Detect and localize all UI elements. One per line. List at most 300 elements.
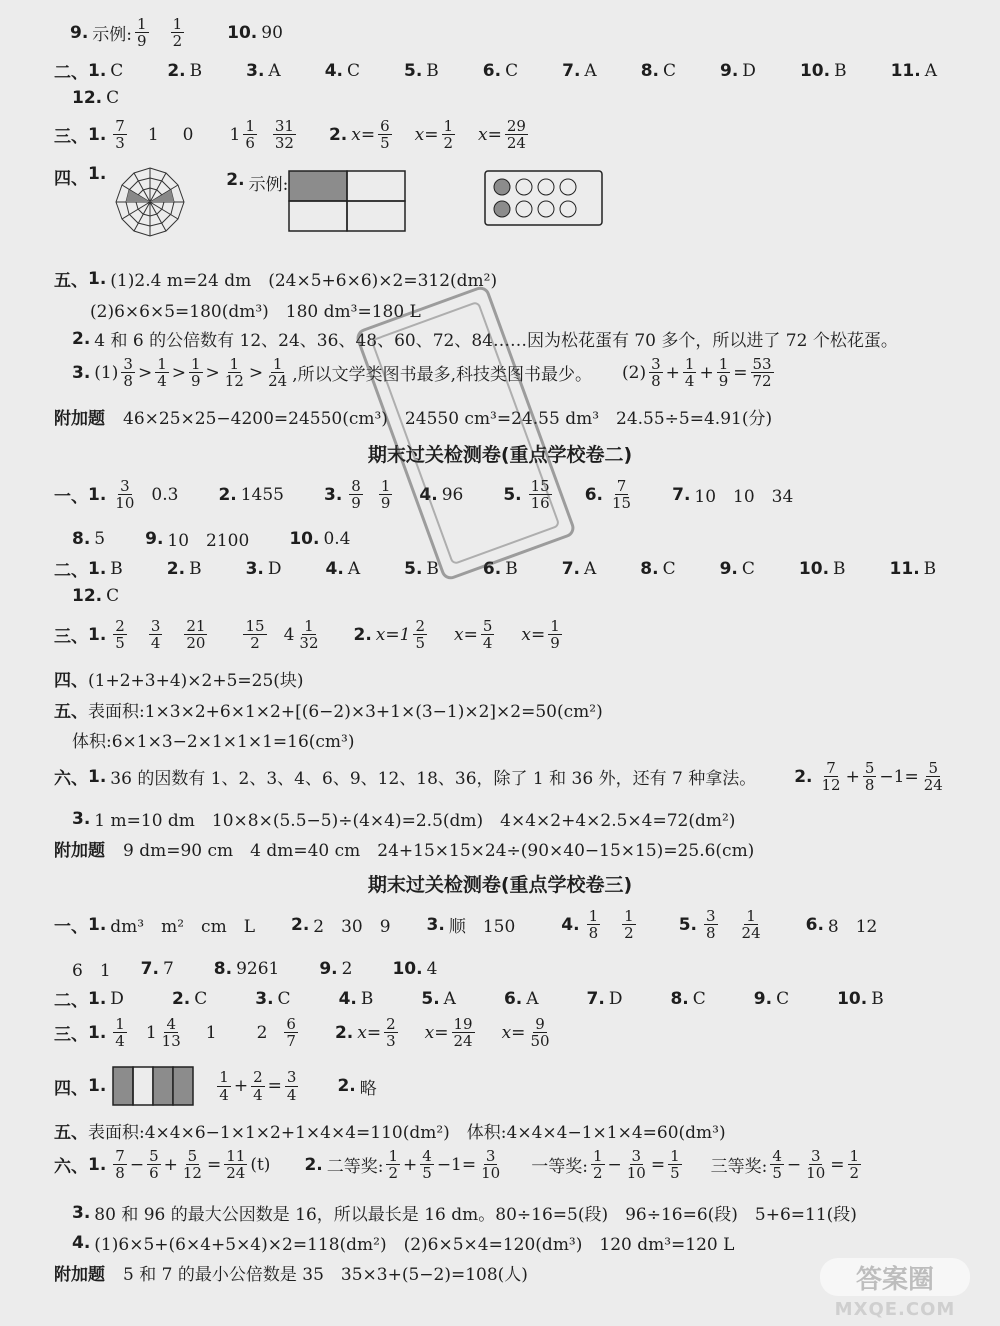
q-number: 3. <box>255 988 274 1009</box>
answer: B <box>871 988 884 1009</box>
q-number: 3. <box>72 362 91 383</box>
text: = <box>650 1154 666 1175</box>
section-label: 五、 <box>54 702 88 722</box>
answer: 90 <box>261 22 283 43</box>
q-number: 6. <box>584 484 604 505</box>
fraction: $\frac{3}{8}$ <box>651 355 661 391</box>
fraction: $\frac{1}{6}$ <box>245 117 255 153</box>
fraction: $\frac{1}{8}$ <box>588 907 599 943</box>
answer: A <box>924 60 937 81</box>
answer: B <box>426 60 439 81</box>
text: 一等奖: <box>531 1157 588 1178</box>
q-number: 1. <box>88 988 107 1009</box>
answer: D <box>742 60 756 81</box>
q-number: 1. <box>88 1022 107 1043</box>
q-number: 2. <box>166 558 186 579</box>
answer-item <box>167 61 202 81</box>
choice-row <box>72 586 1000 606</box>
fraction: $\frac{1}{4}$ <box>115 1015 125 1051</box>
answer-item <box>339 989 374 1009</box>
answer: C <box>776 988 790 1009</box>
answer-item <box>72 526 105 551</box>
answer-item <box>214 959 280 979</box>
fraction: $\frac{1}{9}$ <box>137 15 147 51</box>
fraction: $\frac{1}{9}$ <box>380 477 391 513</box>
answer: C <box>505 60 519 81</box>
fraction: $\frac{1}{2}$ <box>592 1147 603 1183</box>
q-number: 5. <box>678 914 697 935</box>
bonus-row <box>54 836 1000 861</box>
q-number: 10. <box>227 22 258 43</box>
q-number: 10. <box>799 60 831 81</box>
q-number: 5. <box>503 484 522 505</box>
calc-row <box>54 118 1000 151</box>
answer: A <box>526 988 539 1009</box>
answer: dm³ m² cm L <box>110 917 255 938</box>
q-number: 2. <box>226 170 245 190</box>
answer-item <box>404 61 439 81</box>
answer-item <box>799 559 846 579</box>
text-row <box>54 697 1000 722</box>
row-9-10 <box>70 16 1000 49</box>
text-row <box>90 297 1000 322</box>
answer-item <box>641 61 676 81</box>
fraction: $\frac{15}{2}$ <box>245 617 265 653</box>
q-number: 7. <box>562 60 581 81</box>
answer-item <box>720 61 756 81</box>
fraction: $\frac{19}{24}$ <box>453 1015 473 1051</box>
fraction: $\frac{29}{24}$ <box>506 117 526 153</box>
answer: 8 12 <box>827 917 878 938</box>
answer-item <box>483 61 518 81</box>
q-number: 8. <box>640 558 659 579</box>
q-number: 12. <box>72 88 103 108</box>
answer-item <box>172 989 207 1009</box>
text: x= <box>521 624 546 645</box>
fraction: $\frac{3}{4}$ <box>150 617 161 653</box>
text: x= <box>351 124 376 145</box>
answer-item <box>720 559 755 579</box>
answer: A <box>584 60 597 81</box>
text: x= <box>454 624 478 645</box>
text: + <box>845 766 860 787</box>
q-number: 6. <box>482 60 502 81</box>
answer: 1 <box>205 1022 217 1043</box>
q-number: 8. <box>640 60 659 81</box>
answer: 1455 <box>240 484 284 505</box>
answer-item <box>562 559 597 579</box>
answer: C <box>741 558 755 579</box>
section-label: 四、 <box>54 169 88 189</box>
answer: C <box>662 60 676 81</box>
text: (1) <box>94 362 119 383</box>
q-number: 4. <box>561 914 580 935</box>
figure-row <box>54 164 1000 238</box>
fraction: $\frac{3}{8}$ <box>123 355 133 391</box>
answer: D <box>110 988 124 1009</box>
answer-item <box>587 989 623 1009</box>
section-label: 六、 <box>54 769 88 790</box>
q-number: 2. <box>290 914 310 935</box>
fraction: $\frac{3}{10}$ <box>115 477 135 513</box>
answer: 1 <box>229 124 241 145</box>
text: = <box>206 1154 222 1175</box>
q-number: 1. <box>88 484 107 505</box>
section-label: 附加题 <box>54 409 105 429</box>
text: > <box>171 362 186 383</box>
answer: 7 <box>162 958 174 979</box>
section-label: 一、 <box>54 917 88 938</box>
q-number: 2. <box>218 484 237 505</box>
answer-item <box>891 61 937 81</box>
q-number: 7. <box>672 484 691 505</box>
text: + <box>665 362 680 383</box>
q-number: 4. <box>324 60 343 81</box>
answer: B <box>189 558 202 579</box>
text: = <box>733 362 748 383</box>
text: (t) <box>250 1154 271 1175</box>
fraction: $\frac{7}{8}$ <box>115 1147 125 1183</box>
answer-item <box>289 526 350 551</box>
fraction: $\frac{6}{5}$ <box>380 117 390 153</box>
fraction: $\frac{4}{5}$ <box>772 1147 782 1183</box>
section-label: 三、 <box>54 127 88 148</box>
q-number: 3. <box>72 1202 91 1223</box>
fraction: $\frac{2}{3}$ <box>386 1015 396 1051</box>
text: 二等奖: <box>326 1157 384 1178</box>
q-number: 4. <box>72 1232 91 1253</box>
q-number: 1. <box>88 914 107 935</box>
q-number: 2. <box>328 124 348 145</box>
q-number: 1. <box>88 164 107 184</box>
answer-item <box>167 559 202 579</box>
answer: A <box>584 558 597 579</box>
answer: A <box>347 558 361 579</box>
fraction: $\frac{1}{2}$ <box>388 1147 399 1183</box>
watermark <box>800 1258 990 1320</box>
answer: ,所以文学类图书最多,科技类图书最少。 <box>292 365 593 386</box>
answer: A <box>443 988 456 1009</box>
q-number: 1. <box>88 268 107 289</box>
q-number: 7. <box>140 958 159 979</box>
q-number: 1. <box>88 766 107 787</box>
q-number: 12. <box>72 586 103 606</box>
fraction: $\frac{15}{16}$ <box>530 477 550 513</box>
fraction: $\frac{6}{7}$ <box>286 1015 296 1051</box>
fraction: $\frac{5}{6}$ <box>149 1147 159 1183</box>
fraction: $\frac{7}{3}$ <box>115 117 125 153</box>
text: x= <box>501 1022 526 1043</box>
fraction: $\frac{3}{10}$ <box>481 1147 501 1183</box>
q-number: 1. <box>88 60 107 81</box>
fraction: $\frac{1}{9}$ <box>550 617 560 653</box>
choice-row <box>72 88 1000 108</box>
q-number: 3. <box>426 914 445 935</box>
section-label: 三、 <box>54 1025 88 1046</box>
answer-item <box>72 586 119 606</box>
answer-item <box>325 61 360 81</box>
text: = <box>830 1154 845 1175</box>
fraction: $\frac{5}{24}$ <box>923 759 943 795</box>
calc-row <box>54 1148 1000 1181</box>
fraction: $\frac{1}{2}$ <box>624 907 634 943</box>
answer: 80 和 96 的最大公因数是 16，所以最长是 16 dm。80÷16=5(段) 96÷16=6(段) 5+6=11(段) <box>94 1205 857 1225</box>
answer-item <box>319 959 352 979</box>
text: x= <box>357 1022 382 1043</box>
answer: 10 10 34 <box>694 487 794 508</box>
answer: 96 <box>441 484 464 505</box>
fraction: $\frac{21}{20}$ <box>186 617 206 653</box>
answer-item <box>837 989 884 1009</box>
q-number: 5. <box>421 988 440 1009</box>
answer-item <box>88 559 123 579</box>
answer-item <box>670 989 705 1009</box>
answer: 0 <box>182 124 194 145</box>
text: + <box>699 362 714 383</box>
fraction: $\frac{7}{15}$ <box>612 477 632 513</box>
text: > <box>205 362 220 383</box>
section-label: 三、 <box>54 627 88 648</box>
text: > <box>248 362 264 383</box>
q-number: 1. <box>88 1076 107 1096</box>
answer-item <box>145 526 249 551</box>
text: + <box>163 1154 178 1175</box>
answer: 1 <box>147 124 159 145</box>
answer: 6 1 <box>72 961 111 981</box>
fraction: $\frac{1}{12}$ <box>224 355 244 391</box>
text-row <box>54 760 1000 793</box>
q-number: 1. <box>88 558 107 579</box>
answer-item <box>88 61 123 81</box>
answer-item <box>562 61 597 81</box>
answer: C <box>662 558 676 579</box>
answer: (1)6×5+(6×4+5×4)×2=118(dm²) (2)6×5×4=120(dm³) 120 dm³=120 L <box>94 1235 735 1255</box>
text: > <box>137 362 153 383</box>
q-number: 10. <box>837 988 868 1009</box>
q-number: 11. <box>889 558 920 579</box>
q-number: 7. <box>561 558 580 579</box>
text: x=1 <box>375 624 411 645</box>
text: −1= <box>879 766 919 787</box>
fraction: $\frac{31}{32}$ <box>274 117 294 153</box>
fraction: $\frac{5}{12}$ <box>182 1147 202 1183</box>
text: + <box>233 1076 249 1096</box>
answer: 36 的因数有 1、2、3、4、6、9、12、18、36，除了 1 和 36 外，还有 7 种拿法。 <box>110 769 757 790</box>
fraction: $\frac{11}{24}$ <box>226 1147 246 1183</box>
calc-row <box>54 618 1000 651</box>
answer: 2 30 9 <box>313 917 391 938</box>
choice-row <box>54 986 1000 1011</box>
q-number: 3. <box>324 484 343 505</box>
fill-row <box>72 956 1000 981</box>
answer: 5 <box>94 528 106 549</box>
answer: 表面积:4×4×6−1×1×2+1×4×4=110(dm²) 体积:4×4×4−1×1×4=60(dm³) <box>88 1123 726 1143</box>
watermark-site: MXQE.COM <box>834 1299 956 1320</box>
answer-item <box>246 559 282 579</box>
answer: B <box>189 60 203 81</box>
q-number: 9. <box>70 22 89 43</box>
q-number: 11. <box>890 60 921 81</box>
answer-item <box>392 959 437 979</box>
answer-item <box>141 959 174 979</box>
answer: D <box>608 988 623 1009</box>
fraction: $\frac{9}{50}$ <box>530 1015 550 1051</box>
answer: B <box>360 988 374 1009</box>
answer: 4 <box>426 958 438 979</box>
fraction: $\frac{1}{4}$ <box>219 1068 229 1104</box>
text: x= <box>414 124 439 145</box>
q-number: 2. <box>334 1022 354 1043</box>
answer: C <box>346 60 360 81</box>
calc-row <box>54 1016 1000 1049</box>
compare-row <box>72 356 1000 389</box>
answer: 10 2100 <box>167 531 250 551</box>
text-row <box>72 1230 1000 1255</box>
text-row <box>72 1200 1000 1225</box>
fraction: $\frac{53}{72}$ <box>752 355 772 391</box>
q-number: 2. <box>167 60 186 81</box>
answer: 0.4 <box>323 528 351 549</box>
text: (2) <box>622 362 647 383</box>
q-number: 6. <box>482 558 502 579</box>
section-label: 二、 <box>54 63 88 83</box>
answer: 9 dm=90 cm 4 dm=40 cm 24+15×15×24÷(90×40−15×15)=25.6(cm) <box>123 841 755 861</box>
answer: 顺 150 <box>448 917 516 938</box>
fraction: $\frac{7}{12}$ <box>821 759 841 795</box>
answer-item <box>421 989 456 1009</box>
fraction: $\frac{3}{4}$ <box>286 1068 297 1104</box>
figure-row <box>54 1066 1000 1106</box>
q-number: 9. <box>753 988 773 1009</box>
answer-item <box>255 989 290 1009</box>
text: − <box>786 1154 802 1175</box>
answer: A <box>268 60 281 81</box>
q-number: 6. <box>805 914 824 935</box>
q-number: 3. <box>72 808 91 829</box>
section-label: 四、 <box>54 671 88 691</box>
text: −1= <box>436 1154 477 1175</box>
fraction: $\frac{1}{24}$ <box>268 355 288 391</box>
q-number: 2. <box>171 988 191 1009</box>
answer: C <box>692 988 706 1009</box>
answer: B <box>505 558 518 579</box>
answer: C <box>106 88 120 108</box>
fraction: $\frac{5}{8}$ <box>864 759 875 795</box>
text-row <box>72 806 1000 831</box>
text: − <box>129 1154 145 1175</box>
q-number: 8. <box>213 958 233 979</box>
fraction: $\frac{2}{4}$ <box>253 1068 263 1104</box>
text-row <box>54 1118 1000 1143</box>
q-number: 4. <box>325 558 344 579</box>
answer: C <box>194 988 208 1009</box>
answer-item <box>326 559 361 579</box>
text-row <box>54 666 1000 691</box>
q-number: 10. <box>392 958 423 979</box>
answer: 4 <box>283 624 295 645</box>
answer: B <box>923 558 937 579</box>
q-number: 2. <box>337 1076 356 1096</box>
text: x= <box>478 124 502 145</box>
answer: (1)2.4 m=24 dm (24×5+6×6)×2=312(dm²) <box>110 271 498 291</box>
answer-item <box>504 989 539 1009</box>
answer: D <box>267 558 282 579</box>
fraction: $\frac{1}{2}$ <box>443 117 454 153</box>
fraction: $\frac{1}{5}$ <box>670 1147 680 1183</box>
text: 三等奖: <box>710 1157 768 1178</box>
answer: 2 <box>256 1022 268 1043</box>
fraction: $\frac{1}{2}$ <box>172 15 183 51</box>
q-number: 5. <box>404 60 423 81</box>
q-number: 2. <box>304 1154 323 1175</box>
q-number: 7. <box>586 988 605 1009</box>
answer: C <box>277 988 291 1009</box>
circles-figure <box>484 170 604 226</box>
fraction: $\frac{1}{9}$ <box>718 355 729 391</box>
q-number: 9. <box>145 528 164 549</box>
q-number: 1. <box>88 124 107 145</box>
text: = <box>267 1076 282 1096</box>
answer-item <box>754 989 789 1009</box>
answer: C <box>106 586 120 606</box>
fraction: $\frac{2}{5}$ <box>415 617 425 653</box>
choice-row <box>54 556 1000 581</box>
section-title: 期末过关检测卷(重点学校卷三) <box>367 874 633 896</box>
fraction: $\frac{5}{4}$ <box>482 617 493 653</box>
fraction: $\frac{1}{9}$ <box>190 355 201 391</box>
section-label: 二、 <box>54 561 88 581</box>
answer: 表面积:1×3×2+6×1×2+[(6−2)×3+1×(3−1)×2]×2=50(cm²) <box>88 702 603 722</box>
text: x= <box>424 1022 449 1043</box>
answer: 4 和 6 的公倍数有 12、24、36、48、60、72、84……因为松花蛋有 70 多个，所以进了 72 个松花蛋。 <box>94 331 898 351</box>
fraction: $\frac{3}{8}$ <box>705 907 716 943</box>
q-number: 10. <box>289 528 320 549</box>
section-label: 二、 <box>54 991 88 1011</box>
answer: B <box>834 60 847 81</box>
fraction: $\frac{4}{13}$ <box>161 1015 181 1051</box>
text-row <box>54 266 1000 291</box>
fraction: $\frac{1}{2}$ <box>849 1147 860 1183</box>
fill-row <box>54 908 1000 941</box>
q-number: 8. <box>670 988 689 1009</box>
answer: 2 <box>341 958 353 979</box>
q-number: 1. <box>88 1154 107 1175</box>
q-number: 8. <box>72 528 91 549</box>
q-number: 2. <box>794 766 813 787</box>
q-number: 1. <box>88 624 107 645</box>
q-number: 6. <box>503 988 523 1009</box>
section-label: 附加题 <box>54 1265 105 1285</box>
answer: 略 <box>359 1078 377 1099</box>
fraction: $\frac{3}{10}$ <box>626 1147 646 1183</box>
fraction: $\frac{1}{32}$ <box>299 617 319 653</box>
section-label: 一、 <box>54 487 88 508</box>
answer: (1+2+3+4)×2+5=25(块) <box>88 671 304 691</box>
text: − <box>607 1154 622 1175</box>
q-number: 9. <box>719 558 738 579</box>
answer-item <box>72 88 119 108</box>
q-number: 2. <box>353 624 372 645</box>
text: 示例: <box>248 175 289 195</box>
text: + <box>403 1154 418 1175</box>
q-number: 3. <box>246 60 265 81</box>
section-label: 四、 <box>54 1078 88 1099</box>
fraction: $\frac{8}{9}$ <box>351 477 361 513</box>
answer: 5 和 7 的最小公倍数是 35 35×3+(5−2)=108(人) <box>123 1265 528 1285</box>
answer-item <box>404 559 439 579</box>
section-label: 五、 <box>54 1123 88 1143</box>
answer: B <box>833 558 846 579</box>
